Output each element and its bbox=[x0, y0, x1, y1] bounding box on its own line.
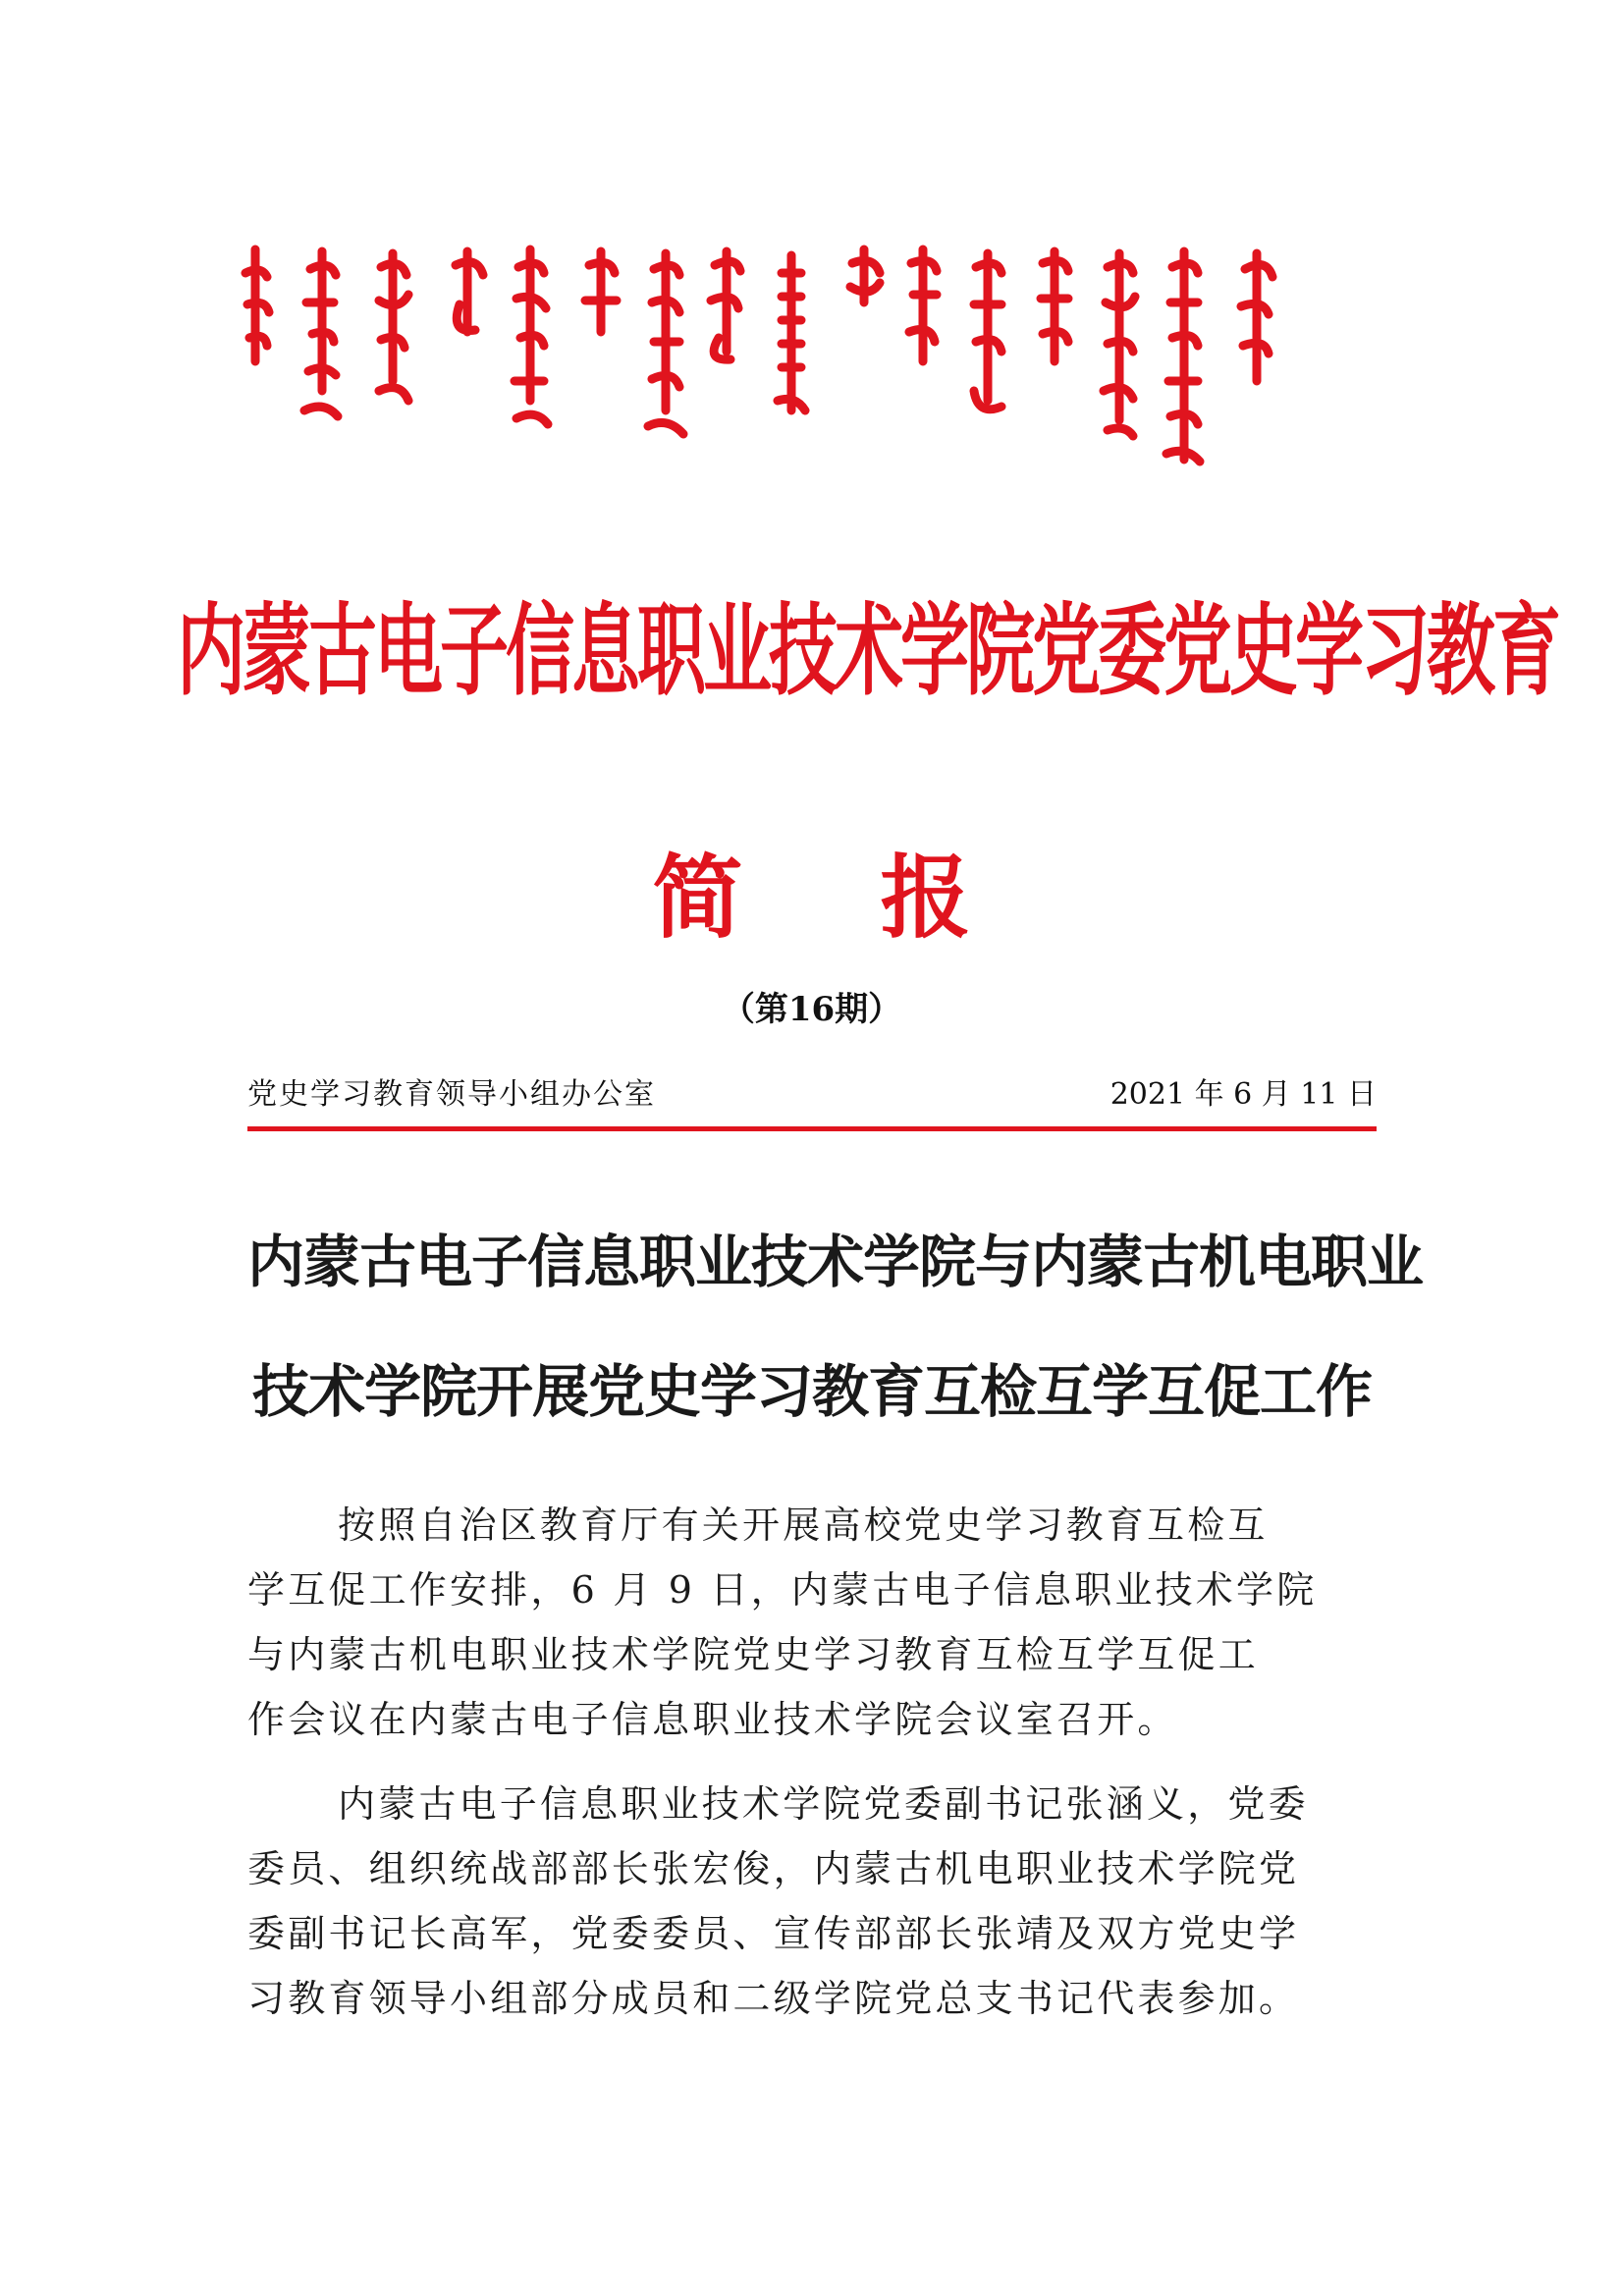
paragraph-line: 学互促工作安排，6 月 9 日，内蒙古电子信息职业技术学院 bbox=[247, 1568, 1318, 1612]
paragraph-line: 与内蒙古机电职业技术学院党史学习教育互检互学互促工 bbox=[247, 1633, 1260, 1676]
paragraph-line: 委副书记长高军，党委委员、宣传部部长张靖及双方党史学 bbox=[247, 1912, 1300, 1955]
brief-title: 简报 bbox=[652, 846, 1109, 951]
paragraph-line: 委员、组织统战部部长张宏俊，内蒙古机电职业技术学院党 bbox=[247, 1847, 1300, 1890]
headline-line: 技术学院开展党史学习教育互检互学互促工作 bbox=[251, 1358, 1372, 1425]
paragraph-2 bbox=[247, 1772, 1377, 2031]
paragraph-1 bbox=[247, 1493, 1377, 1752]
article-headline bbox=[247, 1218, 1424, 1436]
red-divider bbox=[247, 1126, 1377, 1131]
office-name: 党史学习教育领导小组办公室 bbox=[247, 1077, 656, 1112]
paragraph-line: 内蒙古电子信息职业技术学院党委副书记张涵义，党委 bbox=[338, 1782, 1309, 1826]
publish-date: 2021 年 6 月 11 日 bbox=[1109, 1077, 1377, 1112]
mongolian-script-title bbox=[236, 244, 1438, 471]
issue-number: （第16期） bbox=[721, 990, 902, 1029]
headline-line: 内蒙古电子信息职业技术学院与内蒙古机电职业 bbox=[247, 1229, 1424, 1295]
masthead-info-row bbox=[247, 1072, 1377, 1118]
paragraph-line: 习教育领导小组部分成员和二级学院党总支书记代表参加。 bbox=[247, 1977, 1300, 2020]
org-title: 内蒙古电子信息职业技术学院党委党史学习教育 bbox=[177, 591, 1558, 710]
article-body bbox=[247, 1493, 1377, 2031]
paragraph-line: 按照自治区教育厅有关开展高校党史学习教育互检互 bbox=[338, 1503, 1269, 1547]
mongolian-script-title-icon bbox=[236, 244, 1438, 471]
paragraph-line: 作会议在内蒙古电子信息职业技术学院会议室召开。 bbox=[247, 1698, 1178, 1741]
